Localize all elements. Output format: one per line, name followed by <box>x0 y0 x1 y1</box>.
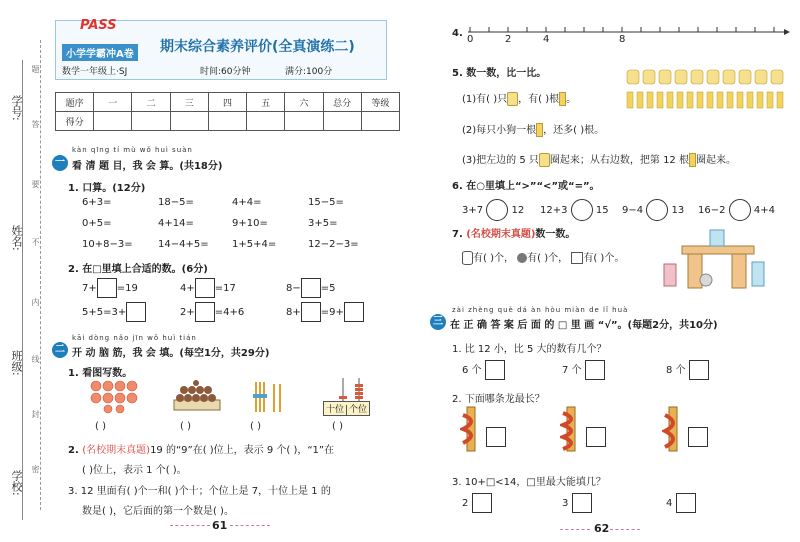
number-line <box>466 20 791 38</box>
check-box[interactable] <box>572 493 592 513</box>
sec1-pinyin: kàn qīng tí mù wǒ huì suàn <box>72 146 193 154</box>
q6-label: 6. 在○里填上“>”“<”或“=”。 <box>452 181 600 192</box>
calc-item: 4+4= <box>232 197 262 208</box>
brand-logo: PASS <box>80 18 117 33</box>
sec3-badge: 三 <box>430 314 446 330</box>
choice: 2 <box>462 493 492 513</box>
footer-deco-right <box>610 529 640 530</box>
fill-item: 4+ =17 <box>180 278 236 298</box>
numline-label: 4 <box>543 34 550 45</box>
calc-item: 12−2−3= <box>308 239 359 250</box>
calc-item: 9+10= <box>232 218 268 229</box>
answer-paren[interactable]: ( ) <box>250 421 261 432</box>
exam-title: 期末综合素养评价(全真演练二) <box>160 39 355 55</box>
score-header: 二 <box>132 93 170 112</box>
school-label: 学校: <box>10 470 23 496</box>
choice: 8 个 <box>666 360 709 380</box>
numline-label: 0 <box>467 34 474 45</box>
full-score: 满分:100分 <box>285 67 333 77</box>
fill-item: 8+ =9+ <box>286 302 364 322</box>
dragon-pillar-2 <box>560 405 582 455</box>
check-box[interactable] <box>586 427 606 447</box>
check-box[interactable] <box>676 493 696 513</box>
calc-item: 18−5= <box>158 197 194 208</box>
score-header: 等级 <box>361 93 399 112</box>
choice: 3 <box>562 493 592 513</box>
sec2-q3-cont: 数是( )，它后面的第一个数是( )。 <box>82 506 234 517</box>
student-no-label: 学号: <box>10 95 23 121</box>
calc-item: 1+5+4= <box>232 239 277 250</box>
peaches-picture <box>88 378 148 414</box>
calc-item: 14−4+5= <box>158 239 209 250</box>
check-box[interactable] <box>486 427 506 447</box>
score-header: 总分 <box>323 93 361 112</box>
sec1-title: 看 清 题 目，我 会 算。(共18分) <box>72 161 223 172</box>
dog-icon <box>507 92 518 106</box>
sec2-title: 开 动 脑 筋，我 会 填。(每空1分，共29分) <box>72 348 270 359</box>
sec1-badge: 一 <box>52 155 68 171</box>
bead-tray-picture <box>172 380 222 414</box>
cube-icon <box>571 252 583 264</box>
score-cell[interactable] <box>323 112 361 131</box>
score-cell[interactable] <box>94 112 132 131</box>
page-number: 62 <box>594 522 610 535</box>
seal-line <box>40 40 41 510</box>
bone-icon <box>689 153 696 167</box>
compare-item: 16−2 4+4 <box>698 199 775 221</box>
seal-char: 要 <box>31 180 40 188</box>
score-header: 题序 <box>56 93 94 112</box>
check-box[interactable] <box>585 360 605 380</box>
q5-1: (1)有( )只 ，有( )根 。 <box>462 94 577 105</box>
score-cell[interactable] <box>170 112 208 131</box>
seal-char: 封 <box>31 410 40 418</box>
page-number: 61 <box>212 519 228 532</box>
sec2-pinyin: kāi dòng nǎo jīn wǒ huì tián <box>72 334 197 342</box>
answer-paren[interactable]: ( ) <box>332 421 343 432</box>
footer-deco-left <box>170 525 210 526</box>
numline-label: 8 <box>619 34 626 45</box>
blocks-picture <box>660 228 770 290</box>
q5-3: (3)把左边的 5 只 圈起来；从右边数，把第 12 根 圈起来。 <box>462 155 736 166</box>
compare-circle[interactable] <box>646 199 668 221</box>
sec2-q2-cont: ( )位上，表示 1 个( )。 <box>82 465 187 476</box>
check-box[interactable] <box>485 360 505 380</box>
q2-tag: (名校期末真题) <box>82 445 151 456</box>
compare-circle[interactable] <box>486 199 508 221</box>
dragon-pillar-3 <box>662 405 684 455</box>
class-label: 班级: <box>10 350 23 376</box>
name-label: 姓名: <box>10 225 23 251</box>
sec2-q2: 2. (名校期末真题)19 的“9”在( )位上，表示 9 个( )，“1”在 <box>68 445 335 456</box>
sec1-q1: 1. 口算。(12分) <box>68 183 146 194</box>
check-box[interactable] <box>472 493 492 513</box>
q5-2: (2)每只小狗一根 ，还多( )根。 <box>462 125 605 136</box>
seal-char: 内 <box>31 298 40 306</box>
score-cell[interactable] <box>285 112 323 131</box>
subject: 数学一年级上·SJ <box>62 67 128 77</box>
numline-label: 2 <box>505 34 512 45</box>
answer-paren[interactable]: ( ) <box>95 421 106 432</box>
fill-item: 5+5=3+ <box>82 302 146 322</box>
answer-box[interactable] <box>344 302 364 322</box>
answer-paren[interactable]: ( ) <box>180 421 191 432</box>
score-cell[interactable] <box>361 112 399 131</box>
q7-line: 有( )个， 有( )个， 有( )个。 <box>462 249 624 265</box>
answer-box[interactable] <box>126 302 146 322</box>
q4-label: 4. <box>452 28 463 39</box>
score-row-label: 得分 <box>56 112 94 131</box>
ball-icon <box>517 253 527 263</box>
check-box[interactable] <box>688 427 708 447</box>
seal-char: 题 <box>31 65 40 73</box>
sec3-q2: 2. 下面哪条龙最长？ <box>452 394 545 405</box>
score-cell[interactable] <box>247 112 285 131</box>
sec3-q3: 3. 10+□<14，□里最大能填几？ <box>452 477 606 488</box>
abacus-tens-label: 十位 <box>324 405 347 415</box>
score-header: 五 <box>247 93 285 112</box>
abacus-ones-label: 个位 <box>349 405 368 415</box>
sec2-q1: 1. 看图写数。 <box>68 368 133 379</box>
seal-char: 密 <box>31 465 40 473</box>
right-page <box>400 0 800 542</box>
compare-circle[interactable] <box>571 199 593 221</box>
seal-char: 答 <box>31 120 40 128</box>
q7-tag: (名校期末真题) <box>466 229 536 240</box>
exam-time: 时间:60分钟 <box>200 67 251 77</box>
answer-box[interactable] <box>97 278 117 298</box>
score-header: 六 <box>285 93 323 112</box>
score-header: 三 <box>170 93 208 112</box>
fill-item: 2+ =4+6 <box>180 302 244 322</box>
calc-item: 15−5= <box>308 197 344 208</box>
sec3-pinyin: zài zhèng què dá àn hòu miàn de lǐ huà <box>452 306 629 314</box>
sec2-q3: 3. 12 里面有( )个一和( )个十；个位上是 7，十位上是 1 的 <box>68 486 331 497</box>
calc-item: 6+3= <box>82 197 112 208</box>
answer-box[interactable] <box>195 302 215 322</box>
sec1-q2: 2. 在□里填上合适的数。(6分) <box>68 264 208 275</box>
score-table <box>55 92 400 131</box>
name-writing-line <box>22 60 23 520</box>
seal-char: 不 <box>31 238 40 246</box>
dogs-bones-picture <box>625 68 795 112</box>
footer-deco-right <box>230 525 270 526</box>
q5-label: 5. 数一数，比一比。 <box>452 68 547 79</box>
score-header: 四 <box>208 93 246 112</box>
compare-item: 9−4 13 <box>622 199 684 221</box>
dog-icon <box>539 153 550 167</box>
compare-item: 3+7 12 <box>462 199 524 221</box>
sec3-title: 在 正 确 答 案 后 面 的 □ 里 画 “√”。(每题2分，共10分) <box>450 320 718 331</box>
answer-box[interactable] <box>301 302 321 322</box>
answer-box[interactable] <box>301 278 321 298</box>
fill-item: 7+ =19 <box>82 278 138 298</box>
cylinder-icon <box>462 251 473 265</box>
score-cell[interactable] <box>132 112 170 131</box>
calc-item: 10+8−3= <box>82 239 133 250</box>
calc-item: 4+14= <box>158 218 194 229</box>
choice: 7 个 <box>562 360 605 380</box>
choice: 4 <box>666 493 696 513</box>
series-name: 小学学霸冲A卷 <box>62 44 138 61</box>
choice: 6 个 <box>462 360 505 380</box>
score-header: 一 <box>94 93 132 112</box>
calc-item: 0+5= <box>82 218 112 229</box>
fill-item: 8− =5 <box>286 278 336 298</box>
dragon-pillar-1 <box>460 405 482 455</box>
abacus-labels <box>323 401 370 416</box>
check-box[interactable] <box>689 360 709 380</box>
score-cell[interactable] <box>208 112 246 131</box>
q7-label: 7. (名校期末真题)数一数。 <box>452 229 576 240</box>
compare-circle[interactable] <box>729 199 751 221</box>
compare-item: 12+3 15 <box>540 199 609 221</box>
sec2-badge: 二 <box>52 342 68 358</box>
footer-deco-left <box>560 529 590 530</box>
calc-item: 3+5= <box>308 218 338 229</box>
answer-box[interactable] <box>195 278 215 298</box>
stick-bundle-picture <box>250 380 286 414</box>
seal-char: 线 <box>31 355 40 363</box>
sec3-q1: 1. 比 12 小，比 5 大的数有几个？ <box>452 344 607 355</box>
